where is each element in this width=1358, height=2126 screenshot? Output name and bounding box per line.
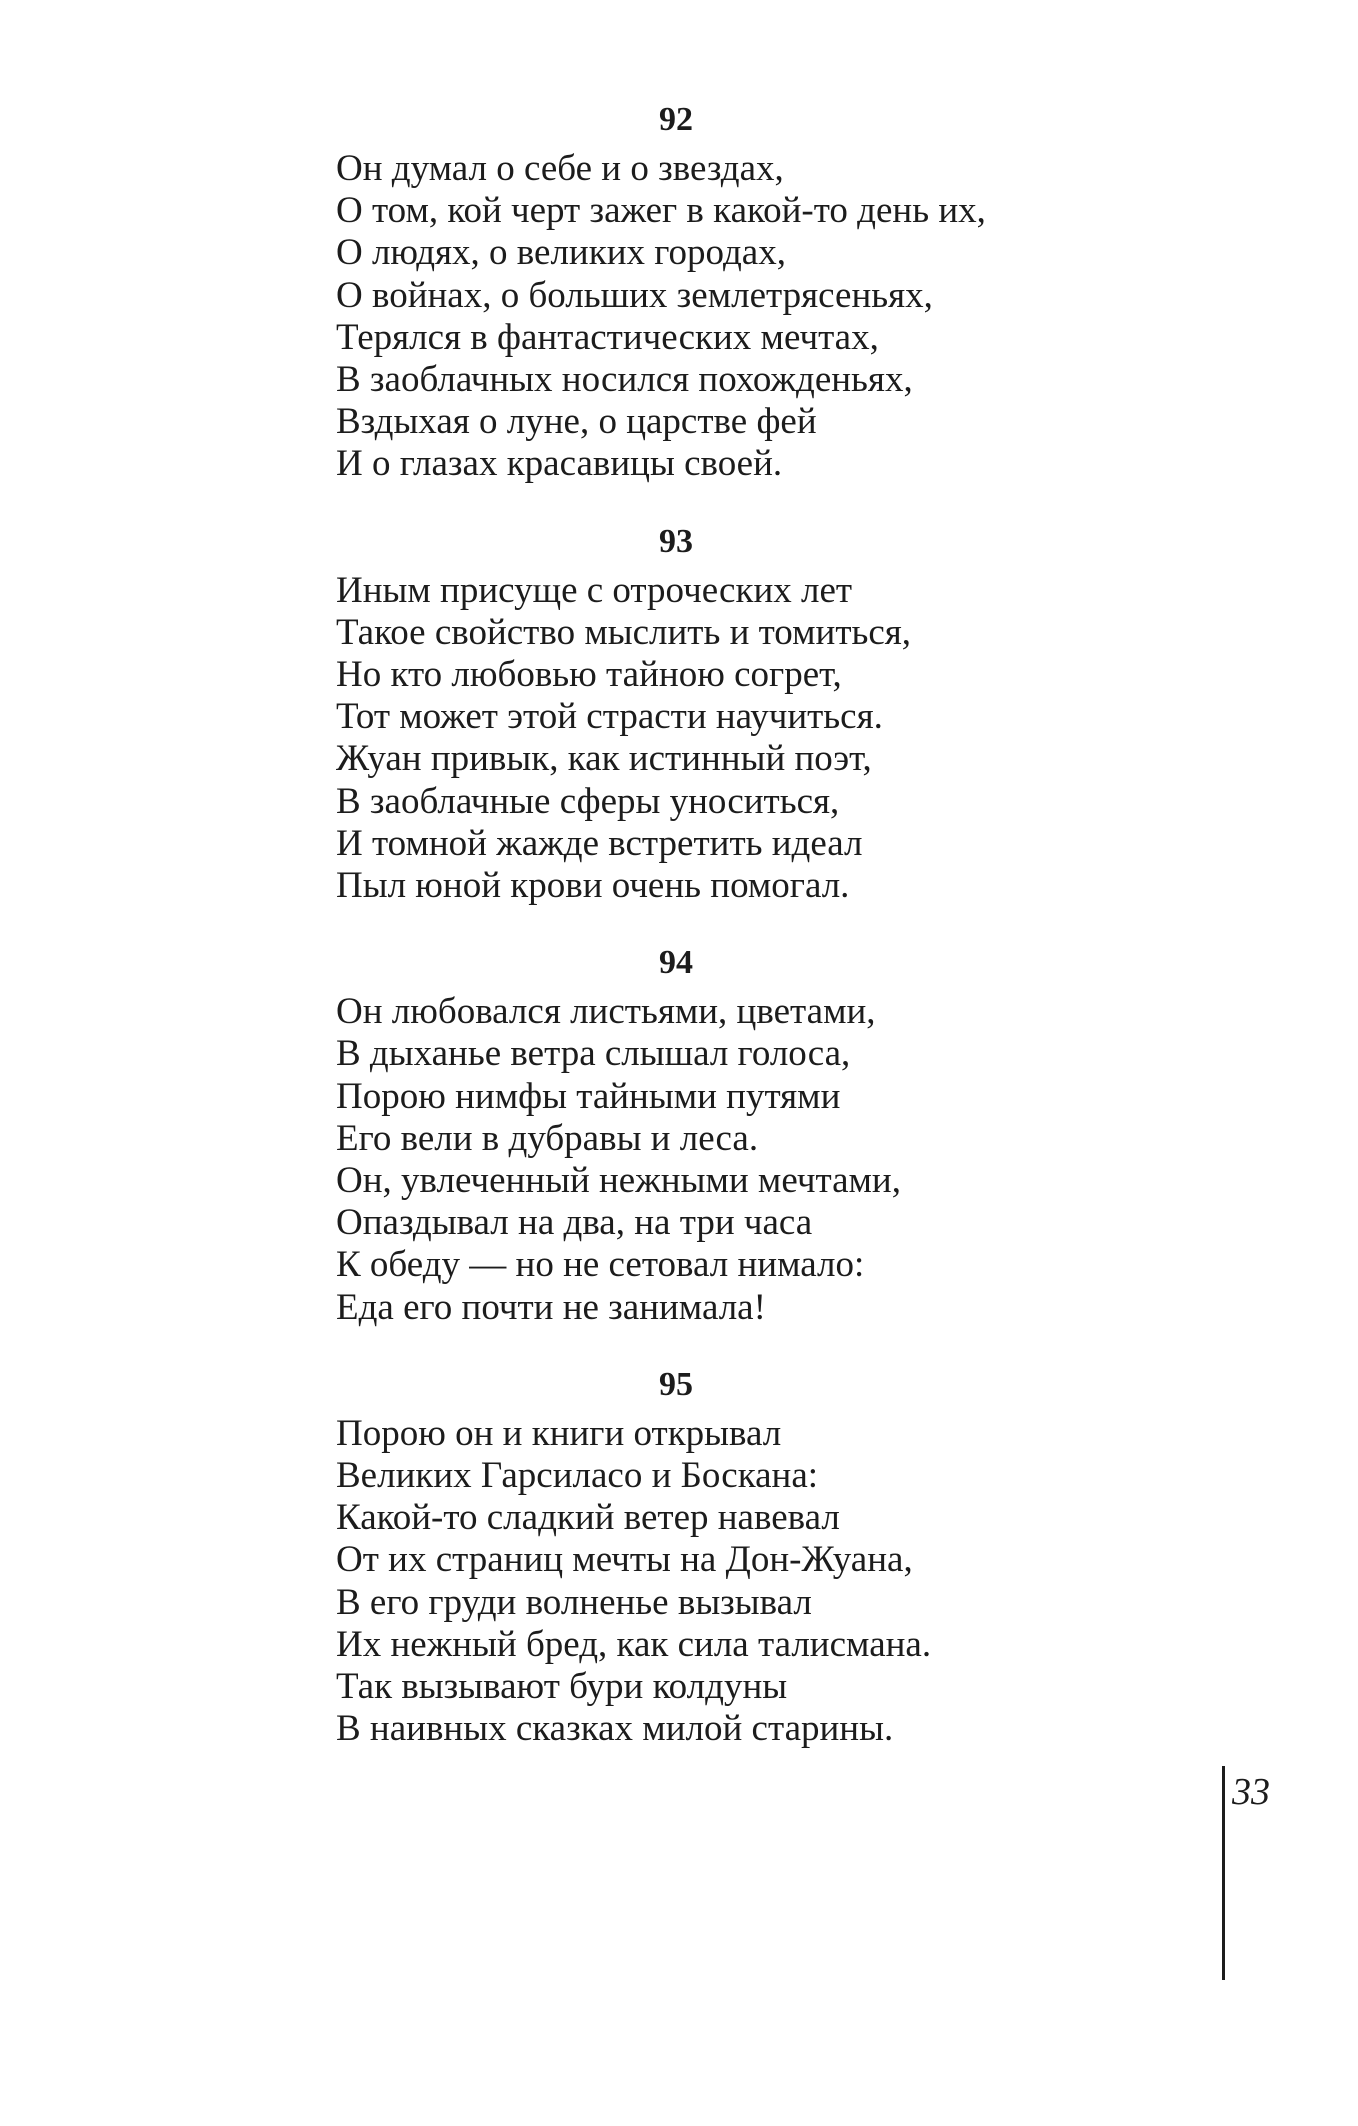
verse-line: В наивных сказках милой старины. (336, 1708, 894, 1750)
page-number: 33 (1232, 1771, 1270, 1813)
verse-line: Опаздывал на два, на три часа (336, 1202, 813, 1244)
page-margin-rule (1222, 1766, 1225, 1980)
verse-line: Терялся в фантастических мечтах, (336, 316, 879, 358)
stanza-number: 95 (659, 1365, 693, 1403)
stanza-92 (336, 100, 1216, 486)
stanza-95 (336, 1365, 1216, 1751)
verse-line: В заоблачных носился похожденьях, (336, 359, 913, 401)
verse-line: Его вели в дубравы и леса. (336, 1117, 759, 1159)
verse-line: Он, увлеченный нежными мечтами, (336, 1160, 901, 1202)
verse-line: Такое свойство мыслить и томиться, (336, 611, 912, 653)
verse-line: Он думал о себе и о звездах, (336, 148, 784, 189)
verse-line: Великих Гарсиласо и Боскана: (336, 1455, 819, 1497)
verse-line: Их нежный бред, как сила талисмана. (336, 1623, 932, 1665)
verse-line: Порою нимфы тайными путями (336, 1075, 841, 1117)
verse-line: О том, кой черт зажег в какой-то день их, (336, 190, 986, 232)
verse-line: И о глазах красавицы своей. (336, 443, 783, 485)
verse-line: О войнах, о больших землетрясеньях, (336, 274, 933, 316)
verse-line: Иным присуще с отроческих лет (336, 569, 853, 611)
poem-text (336, 100, 1216, 1787)
stanza-number: 92 (659, 101, 693, 138)
verse-line: В дыханье ветра слышал голоса, (336, 1033, 851, 1075)
verse-line: Еда его почти не занимала! (336, 1286, 766, 1328)
verse-line: К обеду — но не сетовал нимало: (336, 1244, 865, 1286)
verse-line: Но кто любовью тайною согрет, (336, 654, 842, 696)
verse-line: В его груди волненье вызывал (336, 1581, 812, 1623)
verse-line: Жуан привык, как истинный поэт, (336, 738, 872, 780)
verse-line: От их страниц мечты на Дон-Жуана, (336, 1539, 913, 1581)
verse-line: В заоблачные сферы уноситься, (336, 780, 840, 822)
stanza-94 (336, 943, 1216, 1329)
stanza-number: 94 (659, 944, 693, 982)
verse-line: Так вызывают бури колдуны (336, 1666, 788, 1708)
verse-line: О людях, о великих городах, (336, 232, 786, 274)
verse-line: Тот может этой страсти научиться. (336, 696, 883, 738)
verse-line: Пыл юной крови очень помогал. (336, 865, 850, 907)
stanza-93 (336, 522, 1216, 908)
verse-line: Вздыхая о луне, о царстве фей (336, 401, 817, 443)
stanza-number: 93 (659, 522, 693, 560)
verse-line: И томной жажде встретить идеал (336, 822, 863, 864)
verse-line: Он любовался листьями, цветами, (336, 991, 876, 1033)
verse-line: Порою он и книги открывал (336, 1412, 782, 1454)
verse-line: Какой-то сладкий ветер навевал (336, 1497, 840, 1539)
